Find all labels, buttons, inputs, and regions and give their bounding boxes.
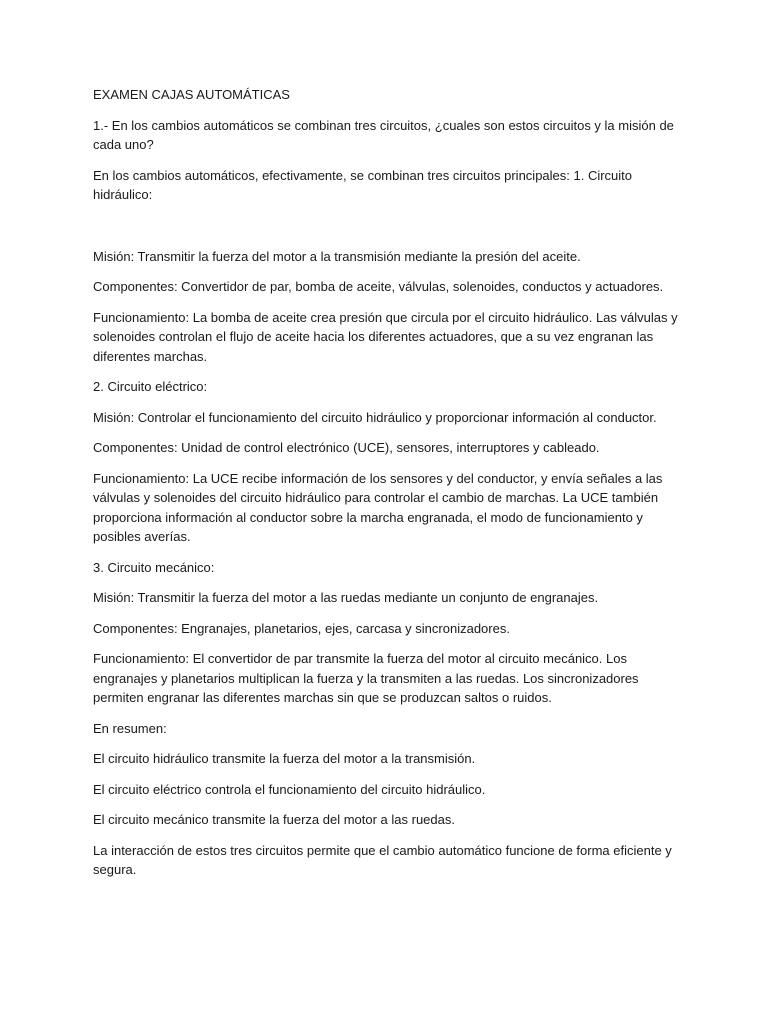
hydraulic-operation: Funcionamiento: La bomba de aceite crea presión que circula por el circuito hidráulico. Las válvulas y solenoides controlan el flujo de aceite hacia los diferentes actuadores, que a su vez engranan las diferentes marchas. bbox=[93, 309, 678, 364]
electrical-mission: Misión: Controlar el funcionamiento del circuito hidráulico y proporcionar información al conductor. bbox=[93, 409, 657, 425]
summary-electrical: El circuito eléctrico controla el funcionamiento del circuito hidráulico. bbox=[93, 781, 486, 797]
document-title: EXAMEN CAJAS AUTOMÁTICAS bbox=[93, 87, 290, 102]
summary-hydraulic: El circuito hidráulico transmite la fuerza del motor a la transmisión. bbox=[93, 751, 476, 766]
hydraulic-components: Componentes: Convertidor de par, bomba de aceite, válvulas, solenoides, conductos y actuadores. bbox=[93, 279, 664, 294]
mechanical-components: Componentes: Engranajes, planetarios, ejes, carcasa y sincronizadores. bbox=[93, 620, 510, 636]
mechanical-mission: Misión: Transmitir la fuerza del motor a las ruedas mediante un conjunto de engranajes. bbox=[93, 590, 599, 605]
document-body bbox=[93, 85, 683, 891]
conclusion-paragraph: La interacción de estos tres circuitos permite que el cambio automático funcione de forma eficiente y segura. bbox=[93, 842, 672, 877]
electrical-components: Componentes: Unidad de control electrónico (UCE), sensores, interruptores y cableado. bbox=[93, 440, 600, 455]
summary-mechanical: El circuito mecánico transmite la fuerza del motor a las ruedas. bbox=[93, 812, 455, 827]
summary-heading: En resumen: bbox=[93, 720, 167, 736]
hydraulic-mission: Misión: Transmitir la fuerza del motor a la transmisión mediante la presión del aceite. bbox=[93, 248, 581, 264]
electrical-heading: 2. Circuito eléctrico: bbox=[93, 379, 208, 394]
mechanical-operation: Funcionamiento: El convertidor de par transmite la fuerza del motor al circuito mecánico. Los engranajes y planetarios multiplican la fuerza y la transmiten a las ruedas. Los sincronizadores permiten engranar las diferentes marchas sin que se produzcan saltos o ruidos. bbox=[93, 651, 639, 705]
mechanical-heading: 3. Circuito mecánico: bbox=[93, 559, 215, 575]
question-paragraph: 1.- En los cambios automáticos se combinan tres circuitos, ¿cuales son estos circuitos y la misión de cada uno? bbox=[93, 117, 674, 152]
intro-paragraph: En los cambios automáticos, efectivamente, se combinan tres circuitos principales: 1. Circuito hidráulico: bbox=[93, 167, 633, 202]
electrical-operation: Funcionamiento: La UCE recibe información de los sensores y del conductor, y envía señales a las válvulas y solenoides del circuito hidráulico para controlar el cambio de marchas. La UCE también proporciona información al conductor sobre la marcha engranada, el modo de funcionamiento y posibles averías. bbox=[93, 470, 663, 544]
